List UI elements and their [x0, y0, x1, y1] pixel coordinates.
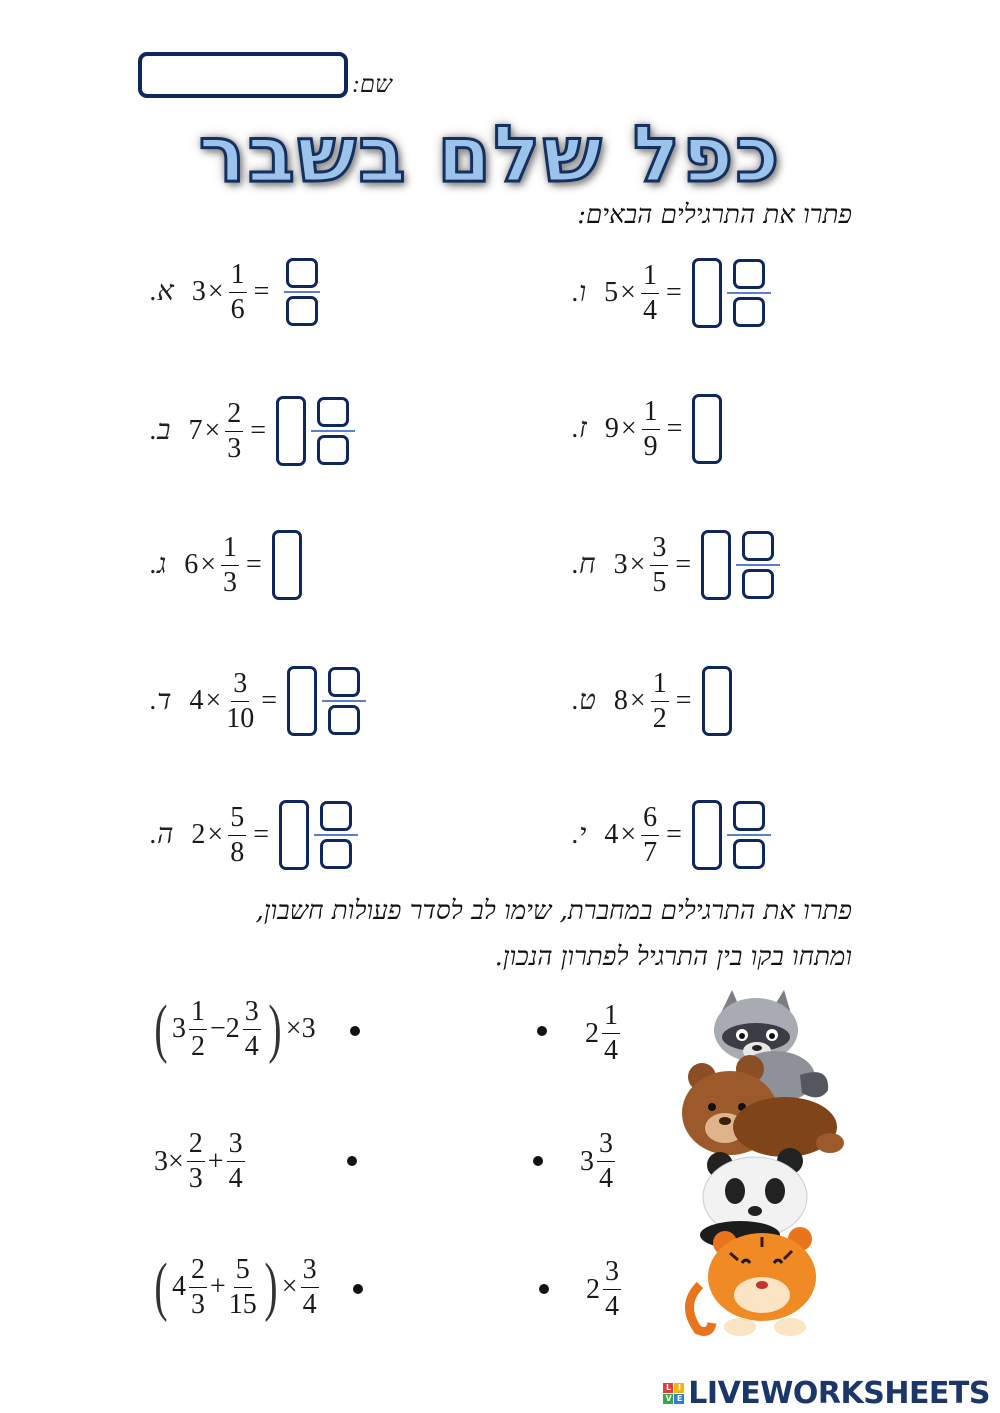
- denominator: 6: [230, 293, 245, 325]
- whole-answer-box[interactable]: [276, 396, 306, 466]
- match-dot-right-2[interactable]: [533, 1156, 543, 1166]
- exercise-letter: .ד: [150, 685, 172, 716]
- whole-part: 2: [585, 1017, 599, 1049]
- answer-area: [272, 530, 302, 600]
- exercise-row: [572, 666, 732, 736]
- denominator-answer-box[interactable]: [320, 839, 352, 869]
- times-sign: ×: [620, 413, 637, 444]
- match-expression-2: [154, 1130, 248, 1193]
- fraction: [603, 1258, 621, 1321]
- equals-sign: =: [246, 549, 262, 580]
- whole-number: 8: [613, 685, 628, 716]
- denominator: 8: [230, 836, 245, 868]
- fraction: [650, 531, 668, 598]
- numerator: 3: [227, 1130, 245, 1162]
- numerator: 3: [301, 1256, 319, 1288]
- exercise-row: [572, 800, 771, 870]
- numerator: 1: [651, 670, 669, 702]
- equals-sign: =: [253, 276, 270, 307]
- fraction: [228, 1253, 257, 1320]
- whole-part: 2: [586, 1273, 600, 1305]
- equals-sign: =: [665, 277, 682, 308]
- times-sign: ×: [285, 1013, 302, 1044]
- denominator: 3: [190, 1288, 205, 1320]
- fraction: [225, 397, 243, 464]
- numerator: 6: [641, 804, 659, 836]
- times-sign: ×: [629, 685, 646, 716]
- numerator: 3: [603, 1258, 621, 1290]
- times-sign: ×: [281, 1271, 298, 1302]
- equals-sign: =: [675, 549, 692, 580]
- times-sign: ×: [629, 549, 646, 580]
- fraction: [243, 995, 261, 1062]
- exercise-row: [150, 258, 320, 326]
- denominator: 5: [652, 566, 667, 598]
- fraction: [651, 667, 669, 734]
- name-label: שם:: [352, 72, 392, 98]
- denominator: 2: [190, 1030, 205, 1062]
- numerator-answer-box[interactable]: [742, 531, 774, 561]
- instruction-part1: פתרו את התרגילים הבאים:: [577, 200, 852, 230]
- numerator: 1: [641, 262, 659, 294]
- logo-mark-icon: [663, 1383, 684, 1404]
- fraction: [189, 995, 207, 1062]
- mixed-number: [225, 995, 264, 1062]
- times-sign: ×: [620, 277, 636, 308]
- fraction: [227, 1130, 245, 1193]
- fraction: [642, 395, 660, 462]
- numerator: 3: [597, 1130, 615, 1162]
- times-sign: ×: [168, 1145, 184, 1177]
- numerator-answer-box[interactable]: [317, 397, 349, 427]
- fraction: [228, 801, 246, 868]
- denominator-answer-box[interactable]: [328, 705, 360, 735]
- mixed-number: [171, 995, 210, 1062]
- whole-number: 4: [189, 685, 204, 716]
- answer-area: [692, 394, 722, 464]
- numerator: 5: [234, 1256, 252, 1288]
- whole-answer-box[interactable]: [702, 666, 732, 736]
- numerator-answer-box[interactable]: [733, 801, 765, 831]
- match-dot-right-1[interactable]: [537, 1026, 547, 1036]
- fraction-answer: [311, 397, 355, 465]
- fraction-answer: [284, 258, 320, 326]
- equals-sign: =: [250, 415, 267, 446]
- exercise-letter: .ז: [572, 413, 587, 444]
- fraction-line: [314, 834, 358, 836]
- denominator: 4: [244, 1030, 259, 1062]
- whole-part: 3: [171, 1013, 186, 1044]
- answer-area: [287, 666, 366, 736]
- whole-answer-box[interactable]: [272, 530, 302, 600]
- answer-area: [692, 258, 771, 328]
- fraction-line: [727, 834, 771, 836]
- denominator: 4: [228, 1163, 243, 1194]
- times-sign: ×: [207, 819, 224, 850]
- instruction-part2-line1: פתרו את התרגילים במחברת, שימו לב לסדר פעולות חשבון,: [255, 896, 852, 926]
- times-sign: ×: [205, 685, 222, 716]
- fraction-answer: [322, 667, 366, 735]
- fraction-line: [727, 292, 771, 294]
- answer-area: [692, 800, 771, 870]
- answer-area: [276, 396, 355, 466]
- fraction-answer: [727, 259, 771, 327]
- whole-number: 5: [604, 277, 619, 308]
- exercise-letter: .ו: [572, 277, 587, 308]
- denominator: 4: [605, 1291, 619, 1322]
- equals-sign: =: [666, 413, 683, 444]
- whole-answer-box[interactable]: [279, 800, 309, 870]
- logo-letter: L: [663, 1383, 673, 1393]
- multiplier: 3: [154, 1145, 168, 1177]
- denominator: 4: [599, 1163, 613, 1194]
- stacked-animals-illustration: [680, 985, 860, 1340]
- fraction: [189, 1253, 207, 1320]
- fraction-answer: [736, 531, 780, 599]
- whole-number: 3: [613, 549, 628, 580]
- plus-sign: +: [209, 1271, 226, 1302]
- whole-number: 9: [604, 413, 619, 444]
- denominator-answer-box[interactable]: [286, 296, 318, 326]
- match-dot-left-3[interactable]: [353, 1284, 363, 1294]
- exercise-row: [572, 394, 722, 464]
- exercise-row: [150, 396, 355, 466]
- match-dot-left-2[interactable]: [347, 1156, 357, 1166]
- whole-part: 3: [580, 1145, 594, 1177]
- fraction: [301, 1253, 319, 1320]
- match-expression-1: [150, 992, 316, 1065]
- fraction: [641, 259, 659, 326]
- times-sign: ×: [620, 819, 637, 850]
- times-sign: ×: [204, 415, 221, 446]
- numerator: 1: [642, 398, 660, 430]
- logo-letter: E: [674, 1394, 684, 1404]
- numerator: 2: [187, 1130, 205, 1162]
- numerator: 3: [243, 998, 261, 1030]
- logo-letter: V: [663, 1394, 673, 1404]
- denominator: 4: [302, 1288, 317, 1320]
- numerator-answer-box[interactable]: [320, 801, 352, 831]
- whole-answer-box[interactable]: [692, 800, 722, 870]
- numerator: 3: [650, 534, 668, 566]
- exercise-letter: .ח: [572, 549, 596, 580]
- match-expression-3: [150, 1250, 322, 1323]
- minus-sign: −: [209, 1013, 226, 1044]
- exercise-row: [150, 800, 358, 870]
- logo-text: LIVEWORKSHEETS: [688, 1376, 990, 1411]
- match-answer-3: [586, 1258, 624, 1321]
- fraction: [187, 1130, 205, 1193]
- exercise-row: [572, 530, 780, 600]
- fraction: [229, 258, 247, 325]
- denominator: 3: [188, 1163, 203, 1194]
- fraction-line: [284, 291, 320, 293]
- denominator-answer-box[interactable]: [733, 839, 765, 869]
- whole-part: 4: [171, 1271, 186, 1302]
- numerator: 2: [189, 1256, 207, 1288]
- denominator: 4: [604, 1035, 618, 1066]
- numerator-answer-box[interactable]: [733, 259, 765, 289]
- whole-answer-box[interactable]: [692, 258, 722, 328]
- equals-sign: =: [666, 819, 682, 850]
- answer-area: [279, 800, 358, 870]
- match-dot-right-3[interactable]: [539, 1284, 549, 1294]
- numerator: 1: [221, 534, 239, 566]
- paren-close: ): [268, 992, 282, 1065]
- equals-sign: =: [261, 685, 278, 716]
- numerator-answer-box[interactable]: [328, 667, 360, 697]
- fraction-answer: [727, 801, 771, 869]
- answer-area: [279, 258, 320, 326]
- whole-number: 2: [191, 819, 206, 850]
- liveworksheets-logo: [663, 1376, 990, 1411]
- exercise-letter: .א: [150, 276, 174, 307]
- exercise-row: [572, 258, 771, 328]
- fraction: [602, 1002, 620, 1065]
- whole-number: 3: [191, 276, 206, 307]
- whole-answer-box[interactable]: [287, 666, 317, 736]
- exercise-row: [150, 666, 366, 736]
- numerator: 1: [229, 261, 247, 293]
- denominator: 7: [643, 836, 658, 868]
- numerator: 1: [189, 998, 207, 1030]
- multiplier: 3: [301, 1013, 316, 1044]
- exercise-letter: .י: [572, 819, 587, 850]
- exercise-letter: .ב: [150, 415, 171, 446]
- answer-area: [702, 666, 732, 736]
- answer-area: [701, 530, 780, 600]
- plus-sign: +: [207, 1145, 224, 1177]
- denominator: 4: [642, 294, 657, 326]
- paren-open: (: [154, 992, 168, 1065]
- numerator-answer-box[interactable]: [286, 258, 318, 288]
- denominator: 3: [223, 566, 238, 598]
- fraction: [641, 801, 659, 868]
- fraction-answer: [314, 801, 358, 869]
- whole-number: 7: [188, 415, 203, 446]
- denominator-answer-box[interactable]: [742, 569, 774, 599]
- whole-answer-box[interactable]: [701, 530, 731, 600]
- match-answer-1: [585, 1002, 623, 1065]
- numerator: 3: [231, 670, 249, 702]
- fraction-line: [736, 564, 780, 566]
- fraction-line: [311, 430, 355, 432]
- exercise-letter: .ט: [572, 685, 596, 716]
- denominator: 3: [227, 432, 242, 464]
- equals-sign: =: [253, 819, 269, 850]
- whole-number: 6: [184, 549, 199, 580]
- equals-sign: =: [675, 685, 692, 716]
- whole-answer-box[interactable]: [692, 394, 722, 464]
- page-title: כפל שלם בשבר: [198, 110, 782, 200]
- paren-open: (: [154, 1250, 168, 1323]
- times-sign: ×: [200, 549, 217, 580]
- denominator-answer-box[interactable]: [733, 297, 765, 327]
- fraction: [221, 531, 239, 598]
- numerator: 1: [602, 1002, 620, 1034]
- instruction-part2-line2: ומתחו בקו בין התרגיל לפתרון הנכון.: [494, 942, 852, 972]
- denominator: 9: [643, 430, 658, 462]
- match-answer-2: [580, 1130, 618, 1193]
- fraction-line: [322, 700, 366, 702]
- bear-icon: [682, 1055, 844, 1157]
- match-dot-left-1[interactable]: [350, 1026, 360, 1036]
- denominator-answer-box[interactable]: [317, 435, 349, 465]
- exercise-row: [150, 530, 302, 600]
- fraction: [597, 1130, 615, 1193]
- denominator: 2: [652, 702, 667, 734]
- times-sign: ×: [207, 276, 224, 307]
- fraction: [226, 667, 255, 734]
- whole-part: 2: [225, 1013, 240, 1044]
- paren-close: ): [264, 1250, 278, 1323]
- logo-letter: I: [674, 1383, 684, 1393]
- denominator: 15: [228, 1288, 257, 1320]
- exercise-letter: .ג: [150, 549, 167, 580]
- numerator: 2: [225, 400, 243, 432]
- denominator: 10: [226, 702, 255, 734]
- exercise-letter: .ה: [150, 819, 174, 850]
- name-input-box[interactable]: [138, 52, 348, 98]
- numerator: 5: [228, 804, 246, 836]
- mixed-number: [171, 1253, 210, 1320]
- whole-number: 4: [604, 819, 619, 850]
